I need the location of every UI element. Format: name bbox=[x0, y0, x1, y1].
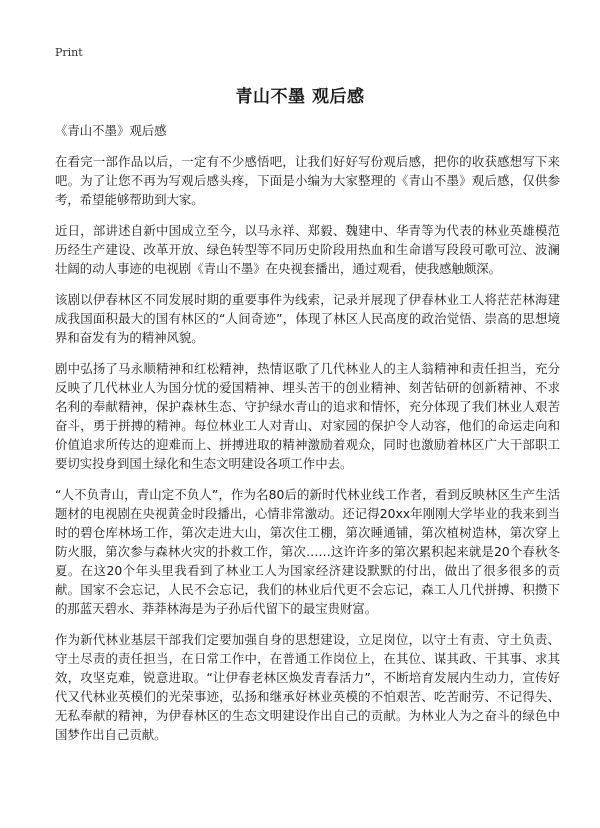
page-title: 青山不墨 观后感 bbox=[235, 87, 365, 107]
article-subtitle: 《青山不墨》观后感 bbox=[55, 123, 167, 138]
paragraph-storyline: 该剧以伊春林区不同发展时期的重要事件为线索，记录并展现了伊春林业工人将茫茫林海建成我国面积最大的国有林区的“人间奇迹”，体现了林区人民高度的政治觉悟、崇高的思想境界和奋发有为的精神风貌。 bbox=[55, 292, 560, 345]
paragraph-broadcast: 近日，部讲述自新中国成立至今，以马永祥、郑毅、魏建中、华青等为代表的林业英雄模范历经生产建设、改革开放、绿色转型等不同历史阶段用热血和生命谱写段段可歌可泣、波澜壮阔的动人事迹的电视剧《青山不墨》在央视套播出，通过观看，使我感触颇深。 bbox=[55, 223, 560, 276]
paragraph-personal: “人不负青山，青山定不负人”，作为名80后的新时代林业线工作者，看到反映林区生产生活题材的电视剧在央视黄金时段播出，心情非常激动。还记得20xx年刚刚大学毕业的我来到当时的碧仓库林场工作，第次走进大山，第次住工棚，第次睡通铺，第次植树造林，第次穿上防火服，第次参与森林火灾的扑救工作，第次……这许许多的第次累积起来就是20个春秋冬夏。在这20个年头里我看到了林业工人为国家经济建设默默的付出，做出了很多很多的贡献。国家不会忘记，人民不会忘记，我们的林业后代更不会忘记，森工人几代拼搏、积攒下的那蓝天碧水、莽莽林海是为子孙后代留下的最宝贵财富。 bbox=[55, 487, 560, 616]
article-body bbox=[55, 121, 560, 756]
paragraph-intro: 在看完一部作品以后，一定有不少感悟吧，让我们好好写份观后感，把你的收获感想写下来吧。为了让您不再为写观后感头疼，下面是小编为大家整理的《青山不墨》观后感，仅供参考，希望能够帮助到大家。 bbox=[55, 154, 560, 207]
paragraph-spirit: 剧中弘扬了马永顺精神和红松精神，热情讴歌了几代林业人的主人翁精神和责任担当，充分反映了几代林业人为国分忧的爱国精神、埋头苦干的创业精神、刻苦钻研的创新精神、不求名利的奉献精神，保护森林生态、守护绿水青山的追求和情怀，充分体现了我们林业人艰苦奋斗，勇于拼搏的精神。每位林业工人对青山、对家园的保护令人动容，他们的命运走向和价值追求所传达的迎难而上、拼搏进取的精神激励着观众，同时也激励着林区广大干部职工要切实投身到国土绿化和生态文明建设各项工作中去。 bbox=[55, 361, 560, 471]
print-link[interactable]: Print bbox=[55, 46, 83, 59]
paragraph-resolution: 作为新代林业基层干部我们定要加强自身的思想建设，立足岗位，以守土有责、守土负责、守土尽责的责任担当，在日常工作中，在普通工作岗位上，在其位、谋其政、干其事、求其效，攻坚克难，锐意进取。“让伊春老林区焕发青春活力”，不断培育发展内生动力，宣传好代又代林业英模们的光荣事迹，弘扬和继承好林业英模的不怕艰苦、吃苦耐劳、不记得失、无私奉献的精神，为伊春林区的生态文明建设作出自己的贡献。为林业人为之奋斗的绿色中国梦作出自己贡献。 bbox=[55, 632, 560, 742]
